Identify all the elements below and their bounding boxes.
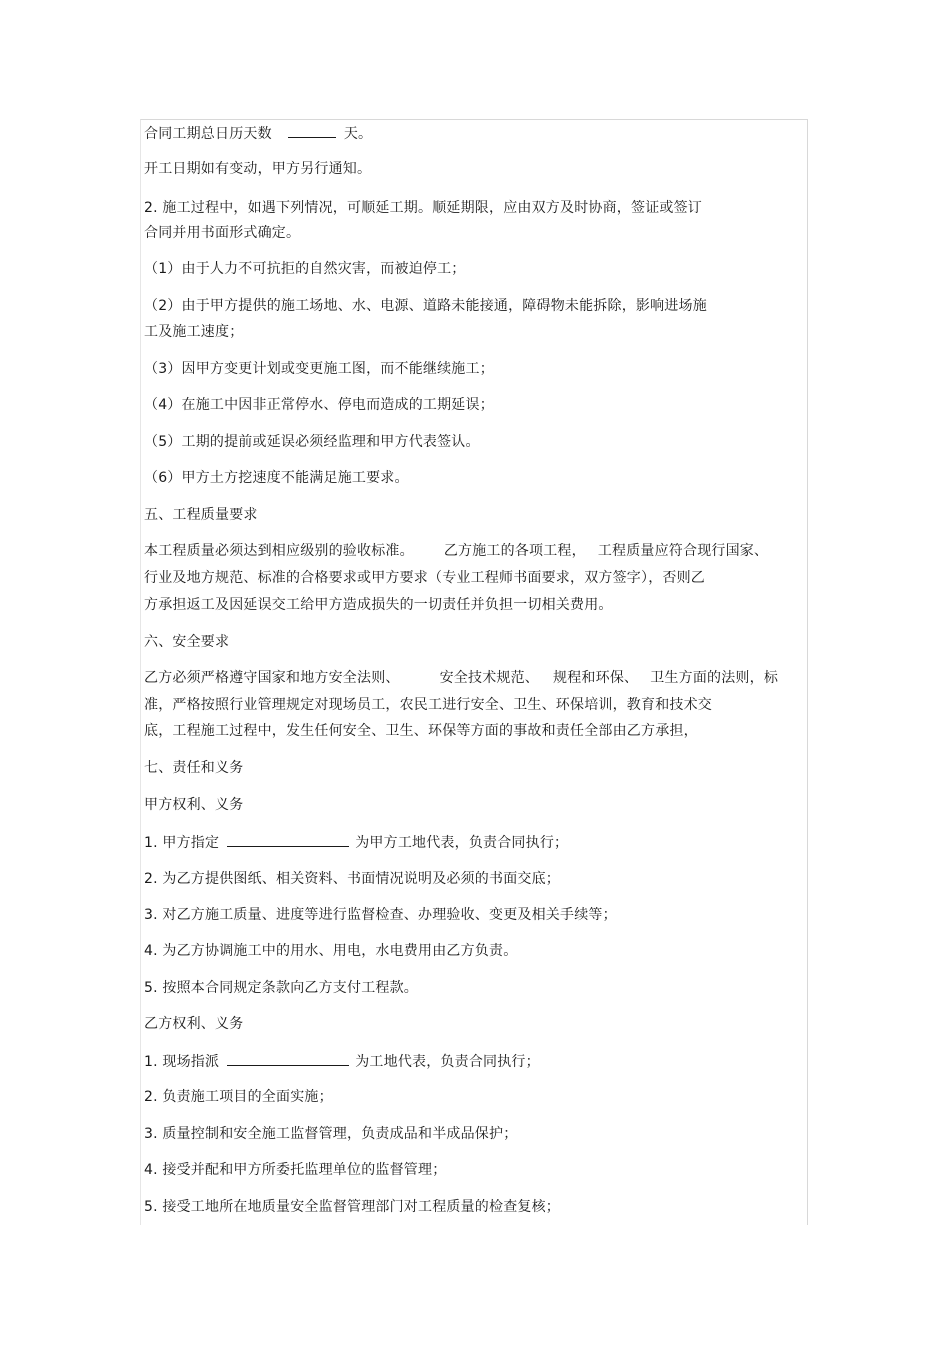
quality-para-line-2: 行业及地方规范、标准的合格要求或甲方要求（专业工程师书面要求，双方签字），否则乙 — [144, 570, 705, 586]
party-b-item-2: 2. 负责施工项目的全面实施； — [144, 1089, 333, 1105]
extension-item-1: （1）由于人力不可抗拒的自然灾害，而被迫停工； — [144, 261, 466, 277]
party-b-item-1-suffix: 为工地代表，负责合同执行； — [355, 1054, 540, 1070]
extension-item-4: （4）在施工中因非正常停水、停电而造成的工期延误； — [144, 397, 494, 413]
party-b-representative-blank — [227, 1052, 349, 1066]
section-6-heading: 六、安全要求 — [144, 634, 230, 650]
quality-para-line-1 — [144, 542, 768, 560]
extension-item-3: （3）因甲方变更计划或变更施工图，而不能继续施工； — [144, 361, 494, 377]
safety-text-a: 乙方必须严格遵守国家和地方安全法则、 — [144, 670, 400, 686]
contract-duration-label: 合同工期总日历天数 — [144, 126, 272, 142]
party-a-item-1-suffix: 为甲方工地代表，负责合同执行； — [355, 835, 569, 851]
party-b-item-5: 5. 接受工地所在地质量安全监督管理部门对工程质量的检查复核； — [144, 1199, 561, 1215]
extension-clause-line-2: 合同并用书面形式确定。 — [144, 225, 301, 241]
safety-text-d: 卫生方面的法则，标 — [650, 670, 779, 686]
safety-text-c: 规程和环保、 — [553, 670, 639, 686]
safety-text-b: 安全技术规范、 — [439, 670, 540, 686]
party-a-item-5: 5. 按照本合同规定条款向乙方支付工程款。 — [144, 980, 419, 996]
quality-text-b: 乙方施工的各项工程， — [443, 543, 586, 559]
contract-duration-line — [144, 124, 372, 143]
extension-item-6: （6）甲方土方挖速度不能满足施工要求。 — [144, 470, 409, 486]
days-suffix: 天。 — [343, 126, 373, 142]
party-a-representative-blank — [227, 833, 349, 847]
party-a-heading: 甲方权利、义务 — [144, 797, 244, 813]
party-a-item-1-prefix: 1. 甲方指定 — [144, 835, 220, 851]
section-5-heading: 五、工程质量要求 — [144, 507, 258, 523]
extension-item-5: （5）工期的提前或延误必须经监理和甲方代表签认。 — [144, 434, 480, 450]
extension-item-2-line-1: （2）由于甲方提供的施工场地、水、电源、道路未能接通，障碍物未能拆除，影响进场施 — [144, 298, 707, 314]
safety-para-line-1 — [144, 669, 778, 687]
quality-text-c: 工程质量应符合现行国家、 — [597, 543, 769, 559]
party-a-item-1 — [144, 833, 568, 852]
duration-days-blank — [288, 124, 336, 138]
section-7-heading: 七、责任和义务 — [144, 760, 244, 776]
party-b-item-4: 4. 接受并配和甲方所委托监理单位的监督管理； — [144, 1162, 447, 1178]
party-a-item-4: 4. 为乙方协调施工中的用水、用电，水电费用由乙方负责。 — [144, 943, 518, 959]
quality-para-line-3: 方承担返工及因延误交工给甲方造成损失的一切责任并负担一切相关费用。 — [144, 597, 613, 613]
party-a-item-2: 2. 为乙方提供图纸、相关资料、书面情况说明及必须的书面交底； — [144, 871, 561, 887]
quality-text-a: 本工程质量必须达到相应级别的验收标准。 — [144, 543, 414, 559]
party-b-heading: 乙方权利、义务 — [144, 1016, 244, 1032]
party-b-item-1 — [144, 1052, 540, 1071]
safety-para-line-2: 准，严格按照行业管理规定对现场员工，农民工进行安全、卫生、环保培训，教育和技术交 — [144, 697, 712, 713]
extension-clause-line-1: 2. 施工过程中，如遇下列情况，可顺延工期。顺延期限，应由双方及时协商，签证或签订 — [144, 200, 703, 216]
party-b-item-3: 3. 质量控制和安全施工监督管理，负责成品和半成品保护； — [144, 1126, 518, 1142]
party-b-item-1-prefix: 1. 现场指派 — [144, 1054, 220, 1070]
safety-para-line-3: 底，工程施工过程中，发生任何安全、卫生、环保等方面的事故和责任全部由乙方承担， — [144, 723, 698, 739]
extension-item-2-line-2: 工及施工速度； — [144, 324, 244, 340]
start-date-notice: 开工日期如有变动，甲方另行通知。 — [144, 161, 372, 177]
party-a-item-3: 3. 对乙方施工质量、进度等进行监督检查、办理验收、变更及相关手续等； — [144, 907, 617, 923]
